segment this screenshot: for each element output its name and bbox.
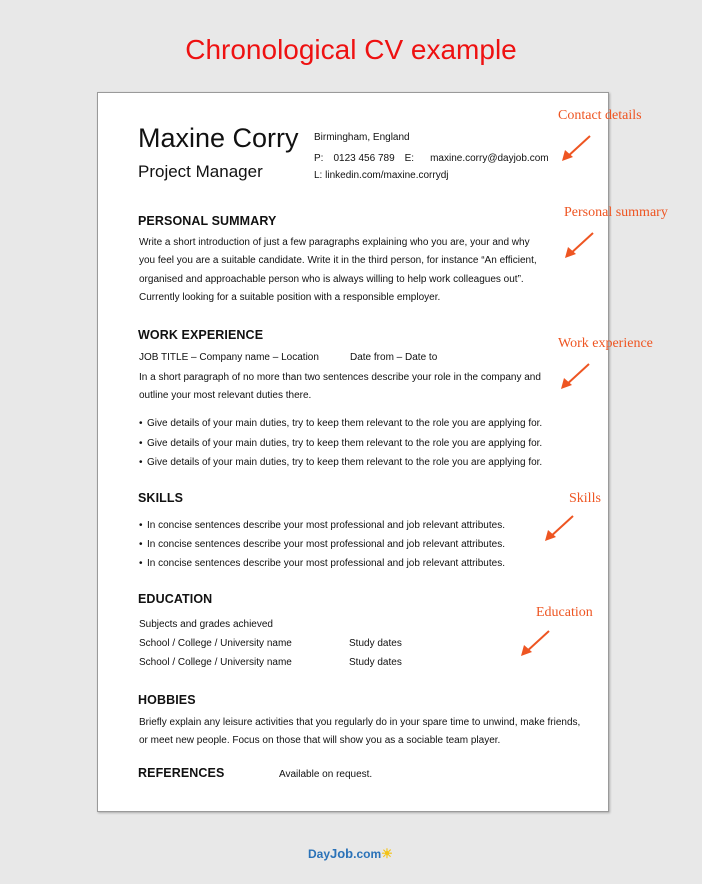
education-dates: Study dates xyxy=(349,657,402,668)
work-heading: WORK EXPERIENCE xyxy=(138,328,264,342)
work-bullets xyxy=(139,418,542,477)
contact-linkedin-line xyxy=(314,170,449,181)
annotation-skills: Skills xyxy=(569,491,601,506)
education-school: School / College / University name xyxy=(139,657,292,668)
references-text: Available on request. xyxy=(279,769,373,780)
contact-phone: 0123 456 789 xyxy=(333,153,395,164)
education-subjects: Subjects and grades achieved xyxy=(139,619,273,630)
logo-text: Day xyxy=(308,847,331,861)
job-dates: Date from – Date to xyxy=(350,352,438,363)
page-title: Chronological CV example xyxy=(185,34,517,65)
list-item: • Give details of your main duties, try to keep them relevant to the role you are applying for. xyxy=(139,418,543,429)
arrow-icon xyxy=(543,513,577,543)
sun-icon: ☀ xyxy=(381,846,393,861)
education-heading: EDUCATION xyxy=(138,592,213,606)
contact-email: maxine.corry@dayjob.com xyxy=(430,153,549,164)
education-school: School / College / University name xyxy=(139,638,292,649)
arrow-icon xyxy=(559,361,593,391)
job-description: In a short paragraph of no more than two sentences describe your role in the company and outline your most relevant duties there. xyxy=(139,372,541,402)
dayjob-logo xyxy=(308,846,393,862)
arrow-icon xyxy=(563,230,597,260)
logo-text: .com xyxy=(353,847,382,861)
annotation-work: Work experience xyxy=(558,336,653,351)
cv-page xyxy=(97,92,609,812)
email-label: E: xyxy=(404,153,415,164)
cv-name: Maxine Corry xyxy=(138,123,299,153)
education-dates: Study dates xyxy=(349,638,402,649)
cv-role: Project Manager xyxy=(138,162,263,181)
contact-phone-email-line xyxy=(314,153,549,164)
hobbies-text: Briefly explain any leisure activities that you regularly do in your spare time to unwind, make friends, or meet new people. Focus on those that will show you as a sociable team player. xyxy=(139,717,581,747)
list-item: • In concise sentences describe your most professional and job relevant attributes. xyxy=(139,520,505,531)
annotation-contact: Contact details xyxy=(558,108,642,123)
logo-text: Job xyxy=(330,846,354,861)
arrow-icon xyxy=(560,133,594,163)
skills-heading: SKILLS xyxy=(138,491,184,505)
linkedin-label: L: xyxy=(314,170,323,181)
list-item: • Give details of your main duties, try to keep them relevant to the role you are applying for. xyxy=(139,437,543,449)
hobbies-heading: HOBBIES xyxy=(138,693,196,707)
annotation-summary: Personal summary xyxy=(564,205,668,220)
skills-bullets xyxy=(139,520,505,577)
contact-linkedin: linkedin.com/maxine.corrydj xyxy=(325,170,449,181)
annotation-education: Education xyxy=(536,605,593,620)
contact-location: Birmingham, England xyxy=(314,132,410,143)
list-item: • In concise sentences describe your most professional and job relevant attributes. xyxy=(139,539,505,550)
summary-text: Write a short introduction of just a few paragraphs explaining who you are, your and why you feel you are a suitable candidate. Write it in the third person, for instance “An efficient, organised and approachable person who is always willing to help work colleagues out”. Currently looking for a suitable position with a responsible employer. xyxy=(139,237,537,303)
list-item: • In concise sentences describe your most professional and job relevant attributes. xyxy=(139,558,505,569)
references-heading: REFERENCES xyxy=(138,766,225,780)
job-title: JOB TITLE – Company name – Location xyxy=(139,352,319,363)
list-item: • Give details of your main duties, try to keep them relevant to the role you are applying for. xyxy=(139,457,543,468)
phone-label: P: xyxy=(314,153,324,164)
arrow-icon xyxy=(519,628,553,658)
summary-heading: PERSONAL SUMMARY xyxy=(138,214,277,228)
